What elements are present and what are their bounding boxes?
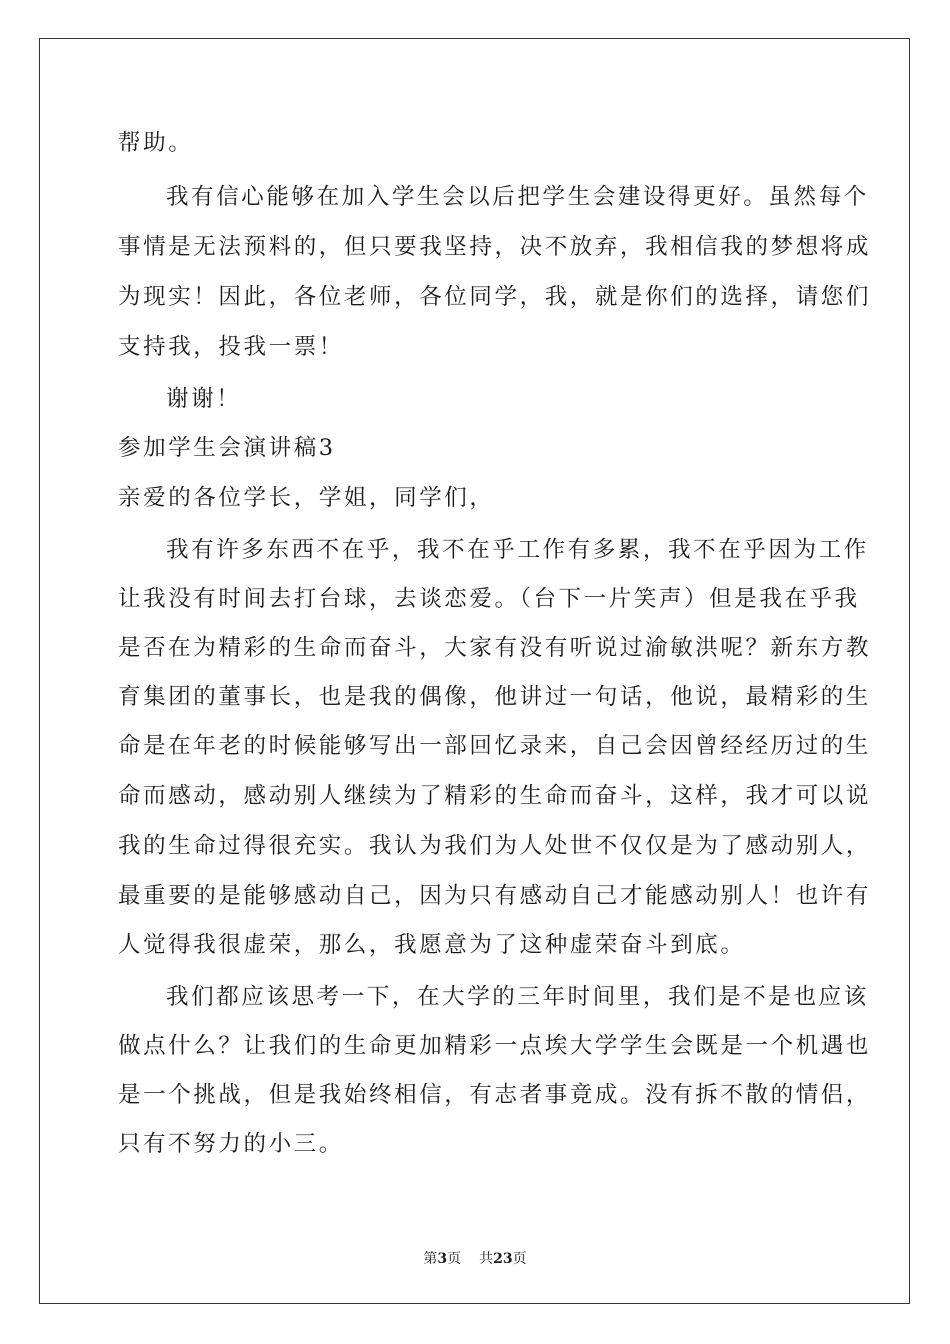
text-line: 只有不努力的小三。: [118, 1131, 344, 1157]
text-line: 我的生命过得很充实。我认为我们为人处世不仅仅是为了感动别人，: [118, 833, 872, 859]
paragraph-start: 我有许多东西不在乎，我不在乎工作有多累，我不在乎因为工作: [166, 537, 869, 563]
total-prefix: 共: [479, 1251, 494, 1267]
total-suffix: 页: [512, 1251, 527, 1267]
page-number: 3: [437, 1251, 448, 1267]
paragraph-start: 我们都应该思考一下，在大学的三年时间里，我们是不是也应该: [166, 984, 869, 1010]
page-footer: [0, 1248, 950, 1268]
text-line: 是一个挑战，但是我始终相信，有志者事竟成。没有拆不散的情侣，: [118, 1082, 872, 1108]
text-line: 帮助。: [118, 130, 194, 156]
paragraph-start: 我有信心能够在加入学生会以后把学生会建设得更好。虽然每个: [166, 184, 869, 210]
text-line: 做点什么？让我们的生命更加精彩一点埃大学学生会既是一个机遇也: [118, 1033, 872, 1059]
text-line: 是否在为精彩的生命而奋斗，大家有没有听说过渝敏洪呢？新东方教: [118, 635, 872, 661]
page-border: [39, 38, 910, 1304]
text-line: 最重要的是能够感动自己，因为只有感动自己才能感动别人！也许有: [118, 883, 872, 909]
closing-thanks: 谢谢！: [166, 386, 242, 412]
page-total: 23: [493, 1251, 513, 1267]
text-line: 为现实！因此，各位老师，各位同学，我，就是你们的选择，请您们: [118, 284, 872, 310]
text-line: 让我没有时间去打台球，去谈恋爱。（台下一片笑声）但是我在乎我: [118, 586, 860, 612]
section-heading: 参加学生会演讲稿3: [118, 435, 336, 461]
page-suffix: 页: [447, 1251, 462, 1267]
text-line: 事情是无法预料的，但只要我坚持，决不放弃，我相信我的梦想将成: [118, 234, 872, 260]
text-line: 支持我，投我一票！: [118, 334, 344, 360]
text-line: 命而感动，感动别人继续为了精彩的生命而奋斗，这样，我才可以说: [118, 783, 872, 809]
page-prefix: 第: [423, 1251, 438, 1267]
text-line: 命是在年老的时候能够写出一部回忆录来，自己会因曾经经历过的生: [118, 733, 872, 759]
text-line: 人觉得我很虚荣，那么，我愿意为了这种虚荣奋斗到底。: [118, 932, 746, 958]
salutation: 亲爱的各位学长，学姐，同学们，: [118, 485, 495, 511]
text-line: 育集团的董事长，也是我的偶像，他讲过一句话，他说，最精彩的生: [118, 684, 872, 710]
